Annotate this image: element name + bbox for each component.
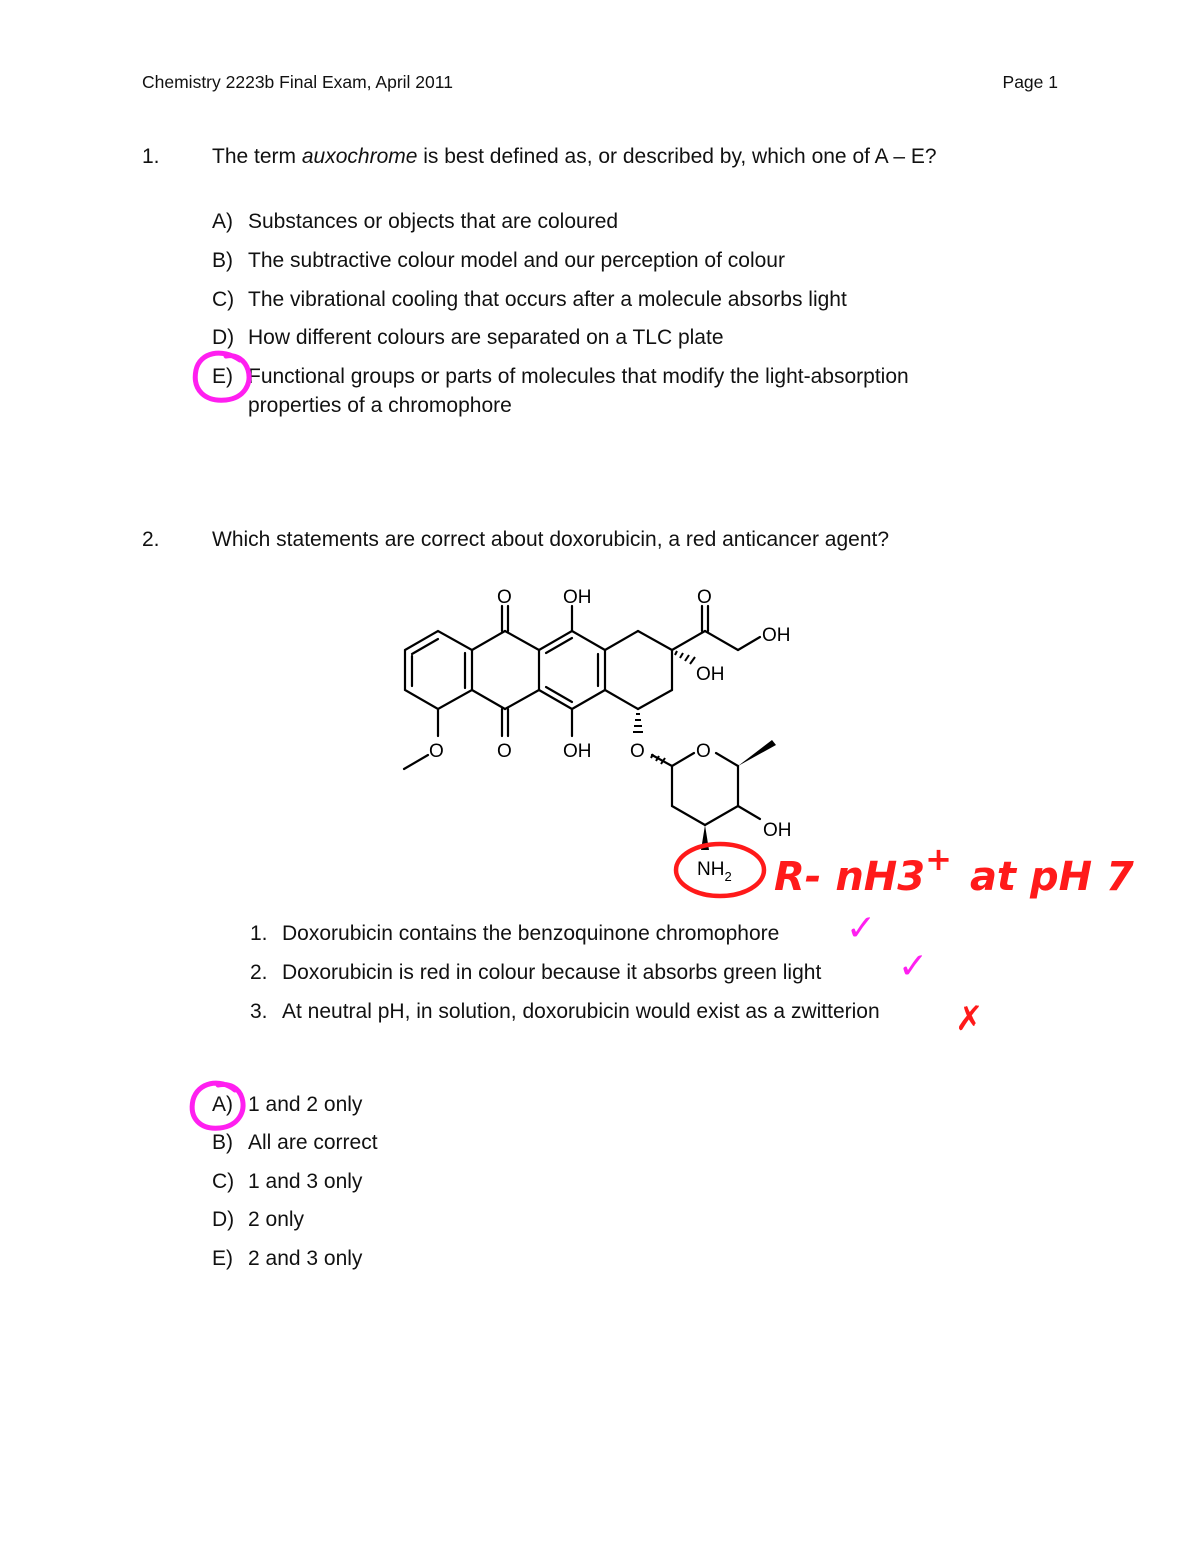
note-main: R- nH3 (774, 854, 926, 900)
option-text: The vibrational cooling that occurs after a molecule absorbs light (248, 288, 847, 311)
option-letter: D) (212, 1208, 235, 1231)
q1-term: auxochrome (301, 145, 418, 168)
option-text: All are correct (248, 1131, 378, 1154)
note-tail: at pH 7 (969, 854, 1134, 900)
handwritten-note (774, 840, 1134, 900)
option-text: How different colours are separated on a TLC plate (248, 326, 724, 349)
question-2-text: Which statements are correct about doxorubicin, a red anticancer agent? (212, 528, 890, 551)
cross-mark: ✗ (955, 999, 984, 1039)
option-letter: B) (212, 1131, 233, 1154)
option-letter: B) (212, 249, 233, 272)
atom-label-oh-chain: OH (762, 625, 791, 646)
nh-text: NH (697, 859, 725, 880)
atom-label-o-sugar: O (696, 741, 711, 762)
atom-label-ome: O (429, 741, 444, 762)
option-text: 1 and 2 only (248, 1093, 363, 1116)
check-mark-2: ✓ (898, 946, 929, 987)
atom-label-oh1: OH (563, 587, 592, 608)
q1-option-e-continuation: properties of a chromophore (248, 394, 512, 417)
statement-text: Doxorubicin is red in colour because it absorbs green light (282, 961, 822, 984)
answer-circle-q1 (195, 353, 249, 400)
option-text: 2 and 3 only (248, 1247, 363, 1270)
answer-circle-q2 (192, 1083, 243, 1128)
option-letter: A) (212, 210, 233, 233)
statement-text: Doxorubicin contains the benzoquinone chromophore (282, 922, 780, 945)
option-text: The subtractive colour model and our perception of colour (248, 249, 785, 272)
statement-number: 3. (250, 1000, 268, 1023)
option-text: Substances or objects that are coloured (248, 210, 619, 233)
exam-header-title: Chemistry 2223b Final Exam, April 2011 (142, 72, 453, 92)
atom-label-o2: O (697, 587, 712, 608)
statement-text: At neutral pH, in solution, doxorubicin would exist as a zwitterion (282, 1000, 880, 1023)
option-letter: E) (212, 365, 233, 388)
option-text: 2 only (248, 1208, 305, 1231)
statement-number: 2. (250, 961, 268, 984)
atom-label-o-glycoside: O (630, 741, 645, 762)
q1-text-after: is best defined as, or described by, which one of A – E? (417, 145, 937, 168)
note-superscript: + (925, 840, 952, 878)
atom-label-o3: O (497, 741, 512, 762)
page-number: Page 1 (1002, 72, 1058, 92)
question-1-number: 1. (142, 145, 160, 168)
atom-label-oh2: OH (563, 741, 592, 762)
atom-label-oh-ring: OH (696, 664, 725, 685)
option-letter: D) (212, 326, 235, 349)
option-text: 1 and 3 only (248, 1170, 363, 1193)
nh-subscript: 2 (724, 869, 732, 884)
atom-label-oh-sugar: OH (763, 820, 792, 841)
q1-text-before: The term (212, 145, 302, 168)
check-mark-1: ✓ (846, 908, 877, 949)
statement-number: 1. (250, 922, 268, 945)
atom-label-o1: O (497, 587, 512, 608)
option-text: Functional groups or parts of molecules that modify the light-absorption (248, 365, 909, 388)
option-letter: A) (212, 1093, 233, 1116)
nh2-circle (676, 844, 764, 896)
question-2-number: 2. (142, 528, 160, 551)
option-letter: E) (212, 1247, 233, 1270)
option-letter: C) (212, 1170, 235, 1193)
option-letter: C) (212, 288, 235, 311)
